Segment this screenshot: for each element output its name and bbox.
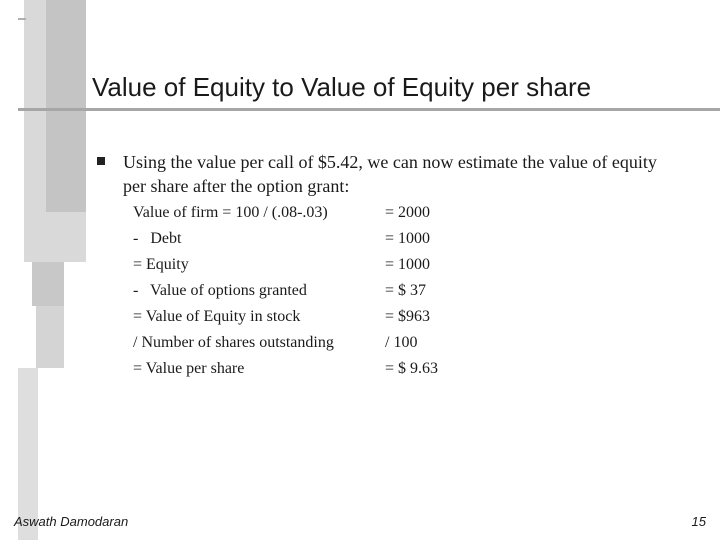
calculation-table xyxy=(133,200,438,382)
title-divider xyxy=(18,108,720,111)
calculation-label: = Equity xyxy=(133,256,189,273)
decorative-block xyxy=(32,262,64,306)
calculation-row xyxy=(133,356,438,382)
calculation-label: - Debt xyxy=(133,230,182,247)
page-number: 15 xyxy=(691,514,706,529)
slide-title: Value of Equity to Value of Equity per share xyxy=(92,72,592,102)
calculation-row xyxy=(133,278,438,304)
footer-author: Aswath Damodaran xyxy=(14,514,129,529)
calculation-value: = $963 xyxy=(385,308,431,325)
calculation-row xyxy=(133,226,438,252)
square-bullet-icon xyxy=(97,157,105,165)
calculation-value: = $ 37 xyxy=(385,282,427,299)
calculation-row xyxy=(133,330,438,356)
calculation-label: Value of firm = 100 / (.08-.03) xyxy=(133,204,328,221)
calculation-value: = 1000 xyxy=(385,230,431,247)
calculation-row xyxy=(133,200,438,226)
calculation-label: = Value per share xyxy=(133,360,245,377)
calculation-label: / Number of shares outstanding xyxy=(133,334,334,351)
decorative-block xyxy=(46,0,86,212)
calculation-label: = Value of Equity in stock xyxy=(133,308,301,325)
calculation-row xyxy=(133,252,438,278)
calculation-value: = 2000 xyxy=(385,204,431,221)
decorative-block xyxy=(36,306,64,368)
calculation-label: - Value of options granted xyxy=(133,282,307,299)
bullet-text: Using the value per call of $5.42, we can now estimate the value of equity per share after the option grant: xyxy=(123,152,657,196)
calculation-row xyxy=(133,304,438,330)
calculation-value: / 100 xyxy=(385,334,418,351)
calculation-value: = $ 9.63 xyxy=(385,360,439,377)
calculation-value: = 1000 xyxy=(385,256,431,273)
decorative-tick xyxy=(18,18,26,20)
